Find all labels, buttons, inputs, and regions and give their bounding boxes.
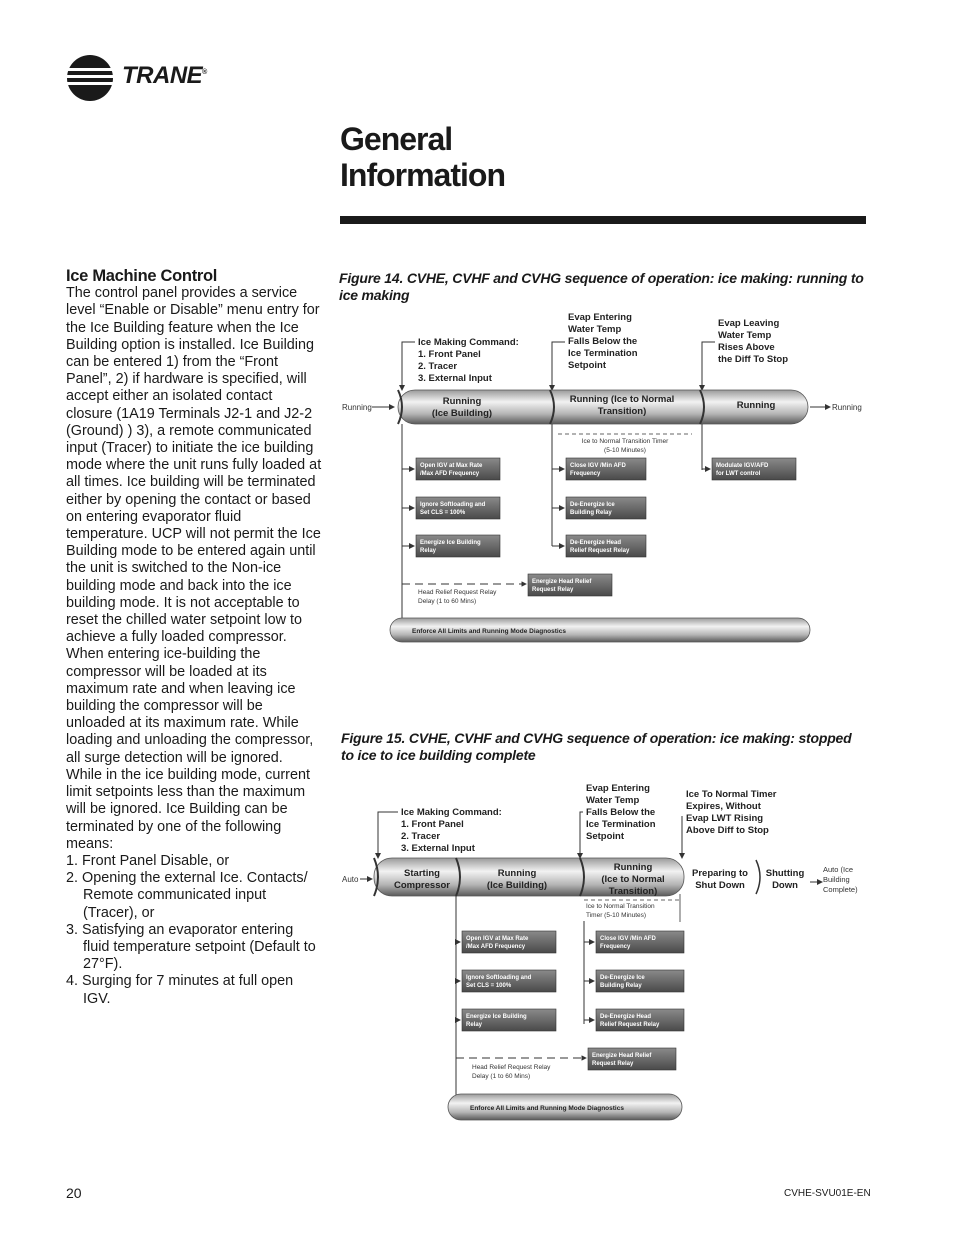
svg-text:Ice To Normal Timer: Ice To Normal Timer: [686, 789, 777, 800]
delay-label: [472, 1064, 551, 1080]
svg-text:Set CLS = 100%: Set CLS = 100%: [420, 510, 466, 516]
action-box: [402, 458, 500, 480]
page-number: 20: [66, 1185, 82, 1201]
list-item: 1. Front Panel Disable, or: [66, 852, 230, 869]
svg-text:2. Tracer: 2. Tracer: [401, 831, 441, 842]
trane-logo-emblem-icon: [66, 54, 114, 102]
svg-text:Delay (1 to 60 Mins): Delay (1 to 60 Mins): [472, 1073, 531, 1080]
svg-text:for LWT control: for LWT control: [716, 471, 761, 477]
list-item: 4. Surging for 7 minutes at full open IGV.: [66, 973, 294, 1007]
svg-text:Evap Leaving: Evap Leaving: [718, 318, 780, 329]
transition-timer-label: [586, 903, 655, 919]
svg-text:Evap Entering: Evap Entering: [586, 783, 650, 794]
svg-text:Water Temp: Water Temp: [586, 795, 640, 806]
svg-text:Head Relief Request Relay: Head Relief Request Relay: [418, 589, 497, 596]
svg-text:Request Relay: Request Relay: [532, 587, 574, 593]
svg-text:Energize Head Relief: Energize Head Relief: [532, 579, 592, 585]
svg-text:(Ice Building): (Ice Building): [431, 408, 493, 419]
svg-text:Relay: Relay: [420, 548, 437, 554]
termination-means-list: [66, 853, 322, 1008]
svg-text:Set CLS = 100%: Set CLS = 100%: [466, 983, 512, 989]
svg-text:Down: Down: [772, 880, 798, 891]
svg-text:Shutting: Shutting: [765, 868, 805, 879]
svg-text:Open IGV at Max Rate: Open IGV at Max Rate: [420, 463, 483, 469]
figure-15-diagram: [340, 776, 870, 1126]
svg-text:Building: Building: [823, 875, 850, 884]
svg-text:Ignore Softloading and: Ignore Softloading and: [466, 975, 532, 981]
svg-text:Evap Entering: Evap Entering: [568, 312, 632, 323]
evap-entering-label: [568, 312, 638, 371]
svg-text:Request Relay: Request Relay: [592, 1061, 634, 1067]
input-running-label: Running: [342, 403, 372, 412]
action-box: [584, 970, 684, 992]
svg-text:Energize Ice Building: Energize Ice Building: [466, 1014, 527, 1020]
output-auto-complete-label: [823, 865, 858, 894]
svg-text:Timer (5-10 Minutes): Timer (5-10 Minutes): [586, 912, 647, 919]
evap-leaving-label: [718, 318, 788, 365]
figure-15-caption: Figure 15. CVHE, CVHF and CVHG sequence of operation: ice making: stopped to ice to ice building complete: [341, 730, 852, 763]
state-shutting-down: [766, 868, 805, 891]
svg-text:(Ice Building): (Ice Building): [486, 880, 548, 891]
action-box: [584, 931, 684, 953]
head-relief-box: [528, 574, 612, 596]
action-box: [552, 535, 646, 557]
ice-machine-control-section: [66, 268, 322, 1008]
svg-text:Frequency: Frequency: [600, 944, 631, 950]
svg-text:Complete): Complete): [823, 885, 858, 894]
document-code: CVHE-SVU01E-EN: [784, 1188, 871, 1199]
section-body: The control panel provides a service level “Enable or Disable” menu entry for the Ice Building feature when the Ice Building option is installed. Ice Building can be entered 1) from the “Front Panel”, 2) if hardware is specified, will accept either an isolated contact closure (1A19 Terminals J2-1 and J2-2 (Ground) ) 3), a remote communicated input (Tracer) to initiate the ice building mode where the unit runs fully loaded at all times. Ice building will be terminated either by opening the contact or based on entering evaporator fluid temperature. UCP will not permit the Ice Building mode to be entered again until the unit is switched to the Non-ice building mode and back into the ice building mode. It is not acceptable to reset the chilled water setpoint low to achieve a fully loaded compressor. When entering ice-building the compressor will be loaded at its maximum rate and when leaving ice building the compressor will be unloaded at its maximum rate. While loading and unloading the compressor, all surge detection will be ignored. While in the ice building mode, current limit setpoints less than the maximum will be ignored. Ice Building can be terminated by one of the following means:: [66, 285, 322, 852]
svg-text:Head Relief Request Relay: Head Relief Request Relay: [472, 1064, 551, 1071]
action-box: [702, 458, 796, 480]
transition-timer-label: [582, 438, 670, 454]
svg-text:Running: Running: [497, 868, 537, 879]
svg-text:Ice to Normal Transition: Ice to Normal Transition: [586, 903, 655, 910]
svg-text:Ice Making Command:: Ice Making Command:: [418, 337, 519, 348]
svg-text:Running (Ice to Normal: Running (Ice to Normal: [569, 394, 675, 405]
svg-text:Water Temp: Water Temp: [718, 330, 772, 341]
svg-text:Compressor: Compressor: [394, 880, 450, 891]
action-box: [456, 970, 556, 992]
svg-text:Falls Below the: Falls Below the: [586, 807, 656, 818]
svg-text:De-Energize Ice: De-Energize Ice: [570, 502, 615, 508]
action-box: [402, 497, 500, 519]
figure-14-diagram: [340, 306, 870, 648]
svg-text:Relay: Relay: [466, 1022, 483, 1028]
list-item: 2. Opening the external Ice. Contacts/ Remote communicated input (Tracer), or: [66, 870, 308, 921]
svg-text:Auto (Ice: Auto (Ice: [823, 865, 854, 874]
svg-text:De-Energize Head: De-Energize Head: [570, 540, 622, 546]
svg-text:Rises Above: Rises Above: [718, 342, 775, 353]
svg-text:1. Front Panel: 1. Front Panel: [418, 349, 481, 360]
svg-text:Running: Running: [613, 862, 653, 873]
action-box: [456, 1009, 556, 1031]
section-heading: Ice Machine Control: [66, 267, 218, 285]
svg-text:Close IGV /Min AFD: Close IGV /Min AFD: [600, 936, 656, 942]
svg-text:Frequency: Frequency: [570, 471, 601, 477]
svg-text:/Max AFD Frequency: /Max AFD Frequency: [466, 944, 526, 950]
evap-entering-label: [586, 783, 656, 842]
svg-text:Water Temp: Water Temp: [568, 324, 622, 335]
svg-text:Preparing to: Preparing to: [692, 868, 748, 879]
ice-making-command-label: [418, 337, 519, 384]
svg-text:Building Relay: Building Relay: [570, 510, 612, 516]
action-box: [456, 931, 556, 953]
svg-text:3. External Input: 3. External Input: [418, 373, 492, 384]
svg-text:Modulate IGV/AFD: Modulate IGV/AFD: [716, 463, 769, 469]
action-box: [402, 535, 500, 557]
title-rule: [340, 216, 866, 224]
svg-text:Shut Down: Shut Down: [695, 880, 745, 891]
svg-text:Falls Below the: Falls Below the: [568, 336, 638, 347]
list-item: 3. Satisfying an evaporator entering fluid temperature setpoint (Default to 27°F).: [66, 921, 316, 973]
svg-text:Setpoint: Setpoint: [568, 360, 606, 371]
svg-text:the Diff To Stop: the Diff To Stop: [718, 354, 789, 365]
action-box: [552, 458, 646, 480]
svg-text:Setpoint: Setpoint: [586, 831, 624, 842]
ice-making-command-label: [401, 807, 502, 854]
input-auto-label: Auto: [342, 875, 359, 884]
svg-text:Close IGV /Min AFD: Close IGV /Min AFD: [570, 463, 626, 469]
svg-text:Ignore Softloading and: Ignore Softloading and: [420, 502, 486, 508]
output-running-label: Running: [832, 403, 862, 412]
svg-text:Relief Request Relay: Relief Request Relay: [600, 1022, 660, 1028]
enforce-label: Enforce All Limits and Running Mode Diagnostics: [412, 628, 566, 635]
svg-text:(5-10 Minutes): (5-10 Minutes): [604, 447, 646, 454]
svg-text:Ice to Normal Transition Timer: Ice to Normal Transition Timer: [581, 438, 669, 445]
svg-text:Delay (1 to 60 Mins): Delay (1 to 60 Mins): [418, 598, 477, 605]
action-box: [552, 497, 646, 519]
ice-to-normal-timer-label: [686, 789, 777, 836]
state-running: Running: [736, 400, 776, 411]
svg-text:Expires, Without: Expires, Without: [686, 801, 761, 812]
svg-text:Ice Making Command:: Ice Making Command:: [401, 807, 502, 818]
svg-text:Energize Head Relief: Energize Head Relief: [592, 1053, 652, 1059]
svg-text:(Ice to Normal: (Ice to Normal: [601, 874, 665, 885]
head-relief-box: [588, 1048, 676, 1070]
enforce-label: Enforce All Limits and Running Mode Diagnostics: [470, 1105, 624, 1112]
svg-text:Transition): Transition): [597, 406, 647, 417]
svg-text:Relief Request Relay: Relief Request Relay: [570, 548, 630, 554]
page-title: General Information: [340, 121, 505, 193]
trane-logo: [66, 54, 246, 102]
svg-text:Open IGV at Max Rate: Open IGV at Max Rate: [466, 936, 529, 942]
svg-text:Energize Ice Building: Energize Ice Building: [420, 540, 481, 546]
svg-text:De-Energize Ice: De-Energize Ice: [600, 975, 645, 981]
svg-text:Starting: Starting: [404, 868, 440, 879]
svg-text:Above Diff to Stop: Above Diff to Stop: [686, 825, 769, 836]
svg-text:2. Tracer: 2. Tracer: [418, 361, 458, 372]
svg-text:Transition): Transition): [608, 886, 658, 897]
brand-name: TRANE®: [122, 62, 207, 89]
state-preparing-shutdown: [692, 868, 748, 891]
svg-text:Evap LWT Rising: Evap LWT Rising: [686, 813, 764, 824]
svg-text:/Max AFD Frequency: /Max AFD Frequency: [420, 471, 480, 477]
svg-text:Ice Termination: Ice Termination: [568, 348, 638, 359]
svg-text:Ice Termination: Ice Termination: [586, 819, 656, 830]
svg-text:1. Front Panel: 1. Front Panel: [401, 819, 464, 830]
svg-text:De-Energize Head: De-Energize Head: [600, 1014, 652, 1020]
svg-text:Running: Running: [442, 396, 482, 407]
action-box: [584, 1009, 684, 1031]
svg-text:Building Relay: Building Relay: [600, 983, 642, 989]
figure-14-caption: Figure 14. CVHE, CVHF and CVHG sequence of operation: ice making: running to ice making: [339, 270, 864, 303]
delay-label: [418, 589, 497, 605]
svg-text:3. External Input: 3. External Input: [401, 843, 475, 854]
